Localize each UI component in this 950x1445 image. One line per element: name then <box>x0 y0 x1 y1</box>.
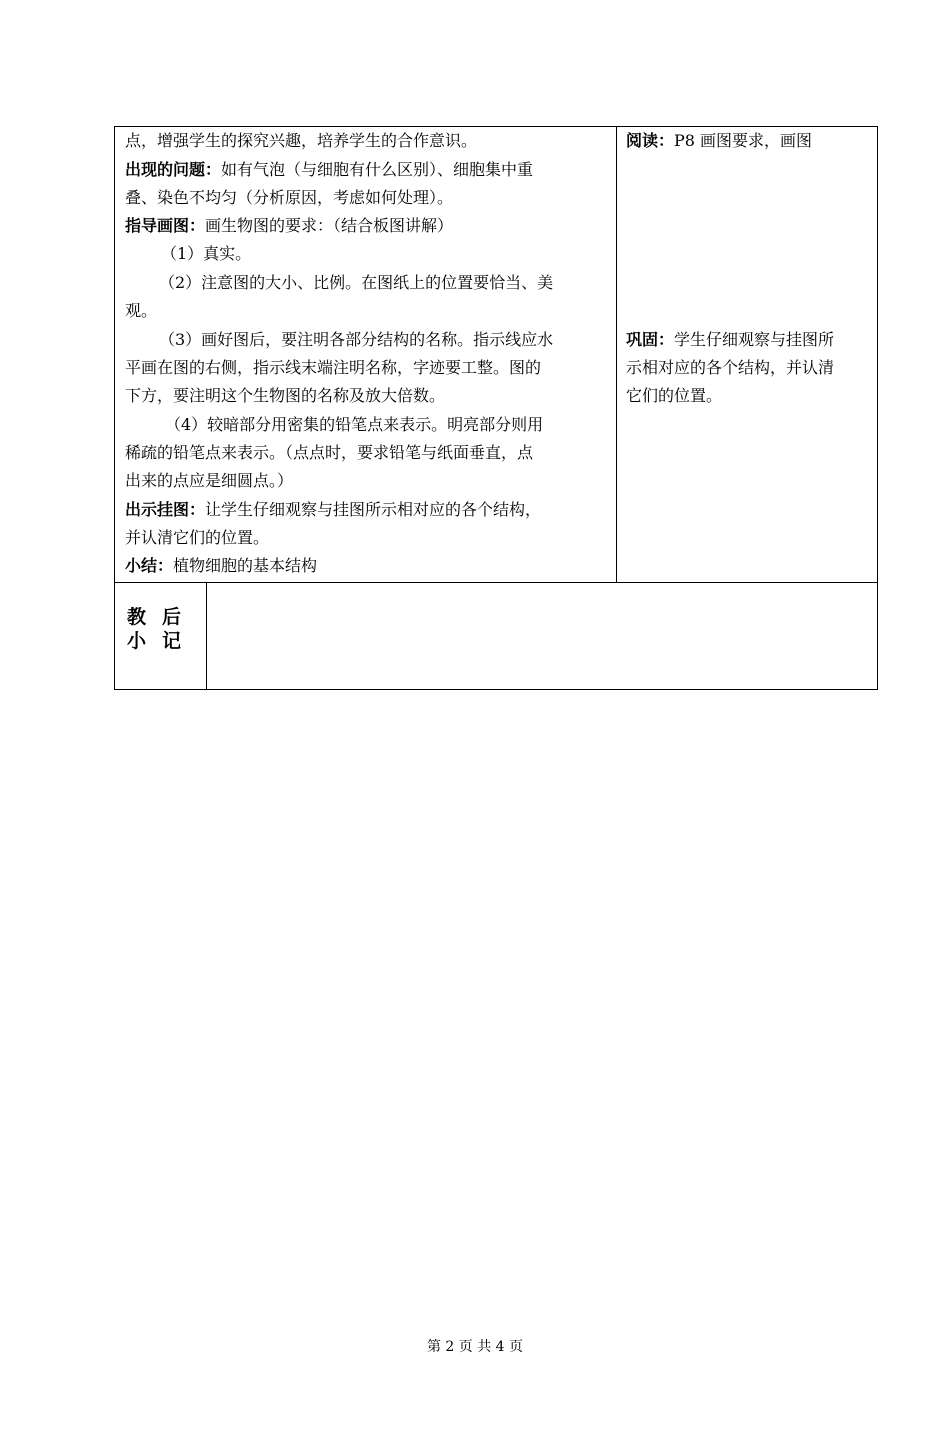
column-divider <box>616 127 617 582</box>
guide-text: 画生物图的要求：（结合板图讲解） <box>205 216 454 235</box>
summary-label: 小结： <box>125 556 174 575</box>
read-line <box>626 132 812 150</box>
requirement-4: （4）较暗部分用密集的铅笔点来表示。明亮部分则用 <box>165 415 544 434</box>
text-line: 出来的点应是细圆点。） <box>125 471 294 490</box>
page-footer: 第 2 页 共 4 页 <box>426 1339 524 1355</box>
problems-text: 如有气泡（与细胞有什么区别）、细胞集中重 <box>221 160 534 179</box>
after-class-label-line1: 教后 <box>127 606 198 628</box>
after-class-label-line2: 小记 <box>127 630 198 652</box>
guide-line <box>125 217 453 235</box>
show-text: 让学生仔细观察与挂图所示相对应的各个结构， <box>205 500 542 519</box>
requirement-1: （1）真实。 <box>161 244 252 263</box>
lesson-table <box>114 126 878 690</box>
requirement-3: （3）画好图后，要注明各部分结构的名称。指示线应水 <box>159 330 554 349</box>
read-text: P8 画图要求，画图 <box>674 131 813 150</box>
show-line <box>125 501 541 519</box>
summary-text: 植物细胞的基本结构 <box>173 556 318 575</box>
read-label: 阅读： <box>626 131 675 150</box>
text-line: 它们的位置。 <box>626 386 723 405</box>
text-line: 平画在图的右侧，指示线末端注明名称，字迹要工整。图的 <box>125 358 542 377</box>
text-line: 并认清它们的位置。 <box>125 528 270 547</box>
requirement-2: （2）注意图的大小、比例。在图纸上的位置要恰当、美 <box>159 273 554 292</box>
problems-line <box>125 161 533 179</box>
text-line: 稀疏的铅笔点来表示。（点点时，要求铅笔与纸面垂直，点 <box>125 443 534 462</box>
show-label: 出示挂图： <box>125 500 206 519</box>
after-class-label <box>127 605 197 653</box>
text-line: 下方，要注明这个生物图的名称及放大倍数。 <box>125 386 446 405</box>
text-line: 示相对应的各个结构，并认清 <box>626 358 835 377</box>
guide-label: 指导画图： <box>125 216 206 235</box>
text-line: 叠、染色不均匀（分析原因，考虑如何处理）。 <box>125 188 454 207</box>
problems-label: 出现的问题： <box>125 160 222 179</box>
consolidate-text: 学生仔细观察与挂图所 <box>674 330 835 349</box>
consolidate-line <box>626 331 834 349</box>
text-line: 点，增强学生的探究兴趣，培养学生的合作意识。 <box>125 131 478 150</box>
consolidate-label: 巩固： <box>626 330 675 349</box>
summary-line <box>125 557 317 575</box>
text-line: 观。 <box>125 301 158 320</box>
after-class-notes-cell <box>207 583 877 689</box>
